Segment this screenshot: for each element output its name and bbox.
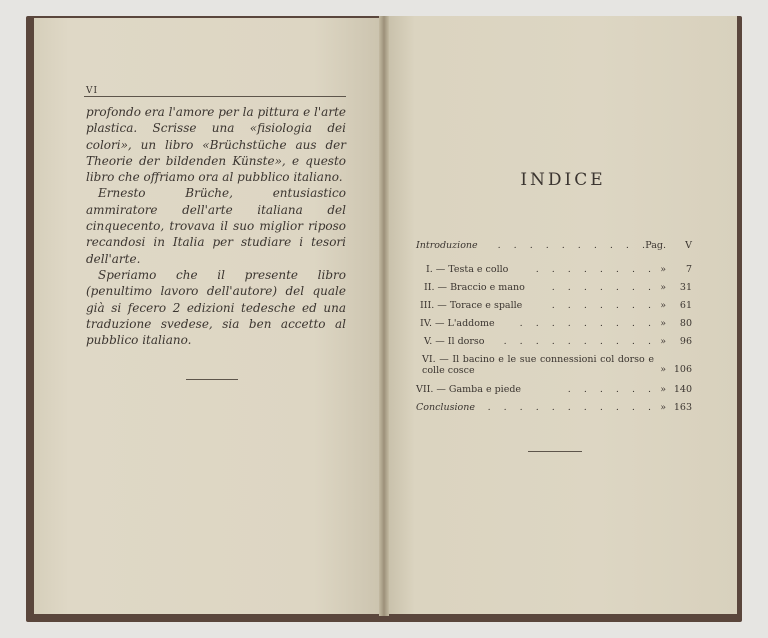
toc-entry [416,382,696,398]
toc-page-prefix: » [660,282,666,293]
toc-page: 96 [679,336,692,347]
toc-entry [416,400,696,416]
leader-dots: . . . . . . . . . . [497,240,650,251]
leader-dots: . . . . . . . . . [519,318,656,329]
toc-page-prefix: » [660,336,666,347]
page-number: VI [86,86,99,96]
toc-page: 61 [679,300,692,311]
toc-label: Conclusione [416,402,475,413]
toc-page: 31 [679,282,692,293]
paragraph: profondo era l'amore per la pittura e l'arte plastica. Scrisse una «fisiologia dei colori», un libro «Brüchstüche aus der Theorie der bildenden Künste», e questo libro che offriamo ora al pubblico italiano. [86,105,346,185]
toc-label: II. — Braccio e mano [424,282,525,293]
toc-page: 80 [679,318,692,329]
page-title: INDICE [520,170,606,190]
toc-page: 7 [685,264,692,275]
toc-page-prefix: » [660,300,666,311]
toc-label: VI. — Il bacino e le sue connessioni col dorso e colle cosce [422,354,654,376]
toc-page: V [685,240,692,251]
toc-entry [416,334,696,350]
book-gutter [379,16,389,616]
toc-entry [416,316,696,332]
toc-entry [416,262,696,278]
body-text [86,104,346,348]
paragraph: Ernesto Brüche, entusiastico ammiratore dell'arte italiana del cinquecento, trovava il suo miglior riposo recandosi in Italia per studiare i tesori dell'arte. [86,186,346,266]
toc-entry [416,352,696,380]
leader-dots: . . . . . . [567,384,656,395]
leader-dots: . . . . . . . . . . . . [471,402,656,413]
toc-page-prefix: » [660,364,666,375]
toc-page-prefix: » [660,264,666,275]
leader-dots: . . . . . . . . . . [503,336,656,347]
toc-page-prefix: » [660,318,666,329]
toc-label: Introduzione [416,240,478,251]
leader-dots: . . . . . . . [551,282,656,293]
toc-entry [416,298,696,314]
leader-dots: . . . . . . . . [535,264,656,275]
header-rule [84,96,346,97]
toc-entry [416,238,696,254]
toc-label: III. — Torace e spalle [420,300,523,311]
toc-page: 106 [673,364,692,375]
toc-page-prefix: » [660,384,666,395]
toc-page-prefix: Pag. [645,240,666,251]
paragraph: Speriamo che il presente libro (penultimo lavoro dell'autore) del quale già si fecero 2 edizioni tedesche ed una traduzione svedese, sia ben accetto al pubblico italiano. [86,267,346,348]
table-of-contents [416,238,696,416]
toc-label: I. — Testa e collo [426,264,509,275]
toc-entry [416,280,696,296]
toc-label: VII. — Gamba e piede [416,384,522,395]
end-rule [186,379,238,380]
toc-label: V. — Il dorso [424,336,485,347]
leader-dots: . . . . . . . [551,300,656,311]
toc-label: IV. — L'addome [420,318,495,329]
toc-page: 163 [673,402,692,413]
toc-page-prefix: » [660,402,666,413]
toc-page: 140 [673,384,692,395]
end-rule [528,451,582,452]
